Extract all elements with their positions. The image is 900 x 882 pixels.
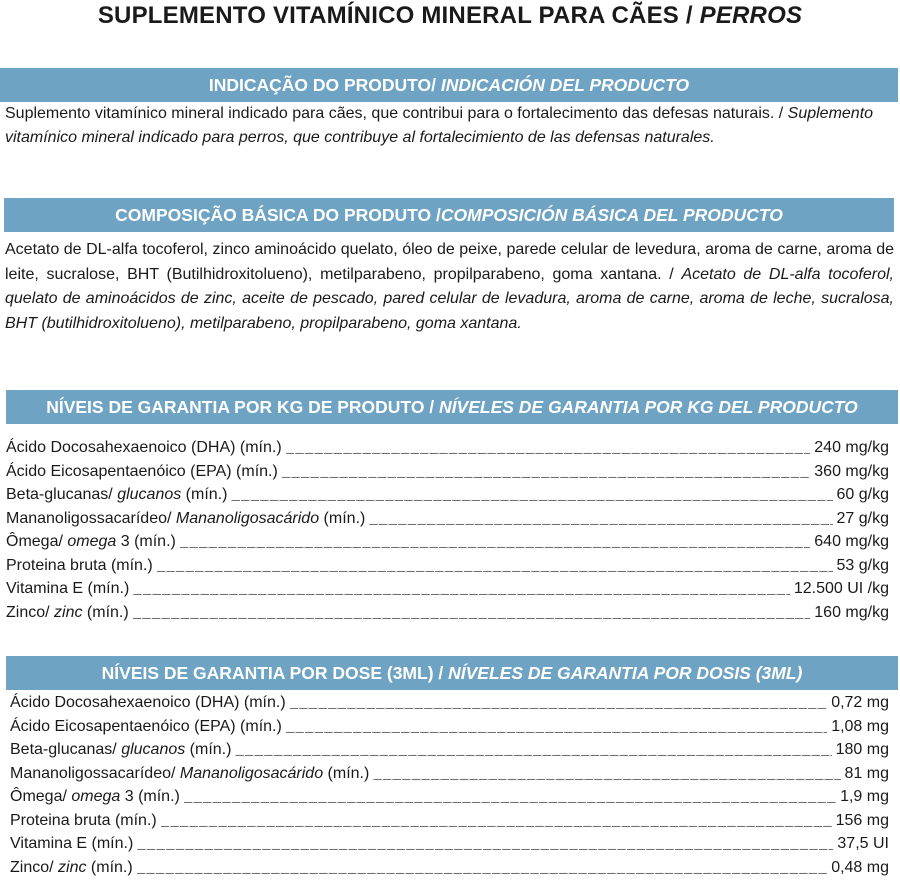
row-label-pt: Zinco/ (10, 859, 58, 876)
row-label (6, 486, 227, 504)
row-value: 0,72 mg (831, 694, 889, 712)
row-label (10, 765, 369, 783)
row-label-es: glucanos (117, 486, 181, 503)
row-label-es: zinc (54, 604, 82, 621)
indication-header-es: INDICACIÓN DEL PRODUCTO (441, 75, 689, 95)
row-label-suffix: (mín.) (319, 510, 365, 527)
row-label (6, 557, 153, 575)
row-label-pt: Ácido Docosahexaenoico (DHA) (mín.) (10, 694, 286, 711)
row-value: 53 g/kg (837, 557, 889, 575)
row-label-pt: Ácido Eicosapentaenóico (EPA) (mín.) (10, 718, 282, 735)
indication-text-pt: Suplemento vitamínico mineral indicado para cães, que contribui para o fortalecimento das defesas naturais. / (5, 105, 788, 122)
table-row (6, 510, 889, 534)
row-label (6, 439, 282, 457)
leader-line (373, 767, 840, 783)
leader-line (137, 861, 828, 877)
leader-line (180, 535, 810, 551)
composition-text (5, 238, 894, 336)
levels-dose-header-es: NÍVELES DE GARANTIA POR DOSIS (3ML) (448, 663, 802, 683)
row-label (10, 859, 133, 877)
row-label-es: omega (71, 788, 120, 805)
row-label-es: Mananoligosacárido (180, 765, 323, 782)
table-row (6, 463, 889, 487)
indication-text-es: Suplemento vitamínico mineral indicado para perros, que contribuye al fortalecimiento de las defensas naturales. (5, 105, 873, 146)
row-label-pt: Ômega/ (10, 788, 71, 805)
levels-kg-header-es: NÍVELES DE GARANTIA POR KG DEL PRODUCTO (439, 397, 858, 417)
table-row (10, 812, 889, 836)
leader-line (235, 743, 831, 759)
row-label (10, 788, 180, 806)
row-value: 1,08 mg (831, 718, 889, 736)
table-row (6, 439, 889, 463)
row-label-suffix: (mín.) (86, 859, 132, 876)
row-label-suffix: (mín.) (82, 604, 128, 621)
row-label-es: glucanos (121, 741, 185, 758)
row-label-pt: Ômega/ (6, 533, 67, 550)
composition-text-pt: Acetato de DL-alfa tocoferol, zinco aminoácido quelato, óleo de peixe, parede celular de levedura, aroma de carne, aroma de leite, sucralose, BHT (Butilhidroxitolueno), metilparabeno, propilparabeno, goma xantana. / (5, 241, 894, 283)
levels-dose-table (10, 694, 889, 882)
row-label-pt: Ácido Eicosapentaenóico (EPA) (mín.) (6, 463, 278, 480)
row-value: 0,48 mg (831, 859, 889, 877)
table-row (6, 557, 889, 581)
indication-text (5, 102, 875, 150)
row-value: 160 mg/kg (814, 604, 889, 622)
row-label-suffix: 3 (mín.) (116, 533, 176, 550)
row-value: 37,5 UI (837, 835, 889, 853)
table-row (10, 765, 889, 789)
row-label-pt: Proteina bruta (mín.) (10, 812, 157, 829)
leader-line (286, 720, 827, 736)
row-label-suffix: (mín.) (185, 741, 231, 758)
row-label (6, 463, 278, 481)
document-title (0, 2, 900, 30)
table-row (10, 694, 889, 718)
indication-header-pt: INDICAÇÃO DO PRODUTO/ (209, 75, 441, 95)
row-label-suffix: (mín.) (181, 486, 227, 503)
levels-dose-header-pt: NÍVEIS DE GARANTIA POR DOSE (3ML) / (102, 663, 448, 683)
table-row (6, 580, 889, 604)
row-value: 640 mg/kg (814, 533, 889, 551)
row-label-pt: Beta-glucanas/ (10, 741, 121, 758)
leader-line (133, 582, 790, 598)
row-label-pt: Mananoligossacarídeo/ (10, 765, 180, 782)
row-value: 1,9 mg (840, 788, 889, 806)
leader-line (133, 606, 811, 622)
table-row (10, 788, 889, 812)
row-value: 27 g/kg (837, 510, 889, 528)
composition-text-es: Acetato de DL-alfa tocoferol, quelato de aminoácidos de zinc, aceite de pescado, pared celular de levadura, aroma de carne, aroma de leche, sucralosa, BHT (butilhidroxitolueno), metilparabeno, propilparabeno, goma xantana. (5, 266, 894, 332)
leader-line (184, 790, 836, 806)
table-row (10, 741, 889, 765)
levels-kg-header-pt: NÍVEIS DE GARANTIA POR KG DE PRODUTO / (46, 397, 439, 417)
leader-line (290, 696, 828, 712)
leader-line (161, 814, 832, 830)
composition-header-pt: COMPOSIÇÃO BÁSICA DO PRODUTO / (115, 205, 441, 225)
row-label (6, 510, 365, 528)
table-row (6, 604, 889, 628)
row-label-es: Mananoligosacárido (176, 510, 319, 527)
row-label-es: zinc (58, 859, 86, 876)
row-value: 360 mg/kg (814, 463, 889, 481)
leader-line (157, 559, 833, 575)
row-label (6, 580, 129, 598)
title-italic: PERROS (700, 2, 803, 29)
row-label-pt: Mananoligossacarídeo/ (6, 510, 176, 527)
levels-dose-header (6, 656, 898, 690)
leader-line (282, 465, 810, 481)
row-value: 180 mg (836, 741, 889, 759)
table-row (10, 859, 889, 882)
composition-header (4, 198, 894, 232)
indication-header (0, 68, 898, 102)
table-row (6, 486, 889, 510)
leader-line (231, 488, 832, 504)
row-value: 81 mg (845, 765, 889, 783)
row-label-pt: Proteina bruta (mín.) (6, 557, 153, 574)
leader-line (369, 512, 832, 528)
row-label-pt: Ácido Docosahexaenoico (DHA) (mín.) (6, 439, 282, 456)
row-label-pt: Vitamina E (mín.) (6, 580, 129, 597)
row-label (10, 812, 157, 830)
table-row (6, 533, 889, 557)
table-row (10, 718, 889, 742)
row-value: 12.500 UI /kg (794, 580, 889, 598)
row-label-suffix: 3 (mín.) (120, 788, 180, 805)
levels-kg-table (6, 439, 889, 627)
row-label-pt: Zinco/ (6, 604, 54, 621)
composition-header-es: COMPOSICIÓN BÁSICA DEL PRODUCTO (441, 205, 783, 225)
leader-line (286, 441, 811, 457)
row-label (10, 741, 231, 759)
row-label-es: omega (67, 533, 116, 550)
levels-kg-header (6, 390, 898, 424)
row-label-pt: Vitamina E (mín.) (10, 835, 133, 852)
row-value: 240 mg/kg (814, 439, 889, 457)
row-label (6, 604, 129, 622)
row-label (10, 694, 286, 712)
row-label (6, 533, 176, 551)
row-value: 156 mg (836, 812, 889, 830)
row-label-pt: Beta-glucanas/ (6, 486, 117, 503)
row-label (10, 835, 133, 853)
row-label-suffix: (mín.) (323, 765, 369, 782)
row-value: 60 g/kg (837, 486, 889, 504)
row-label (10, 718, 282, 736)
title-main: SUPLEMENTO VITAMÍNICO MINERAL PARA CÃES / (98, 2, 700, 29)
table-row (10, 835, 889, 859)
leader-line (137, 837, 833, 853)
